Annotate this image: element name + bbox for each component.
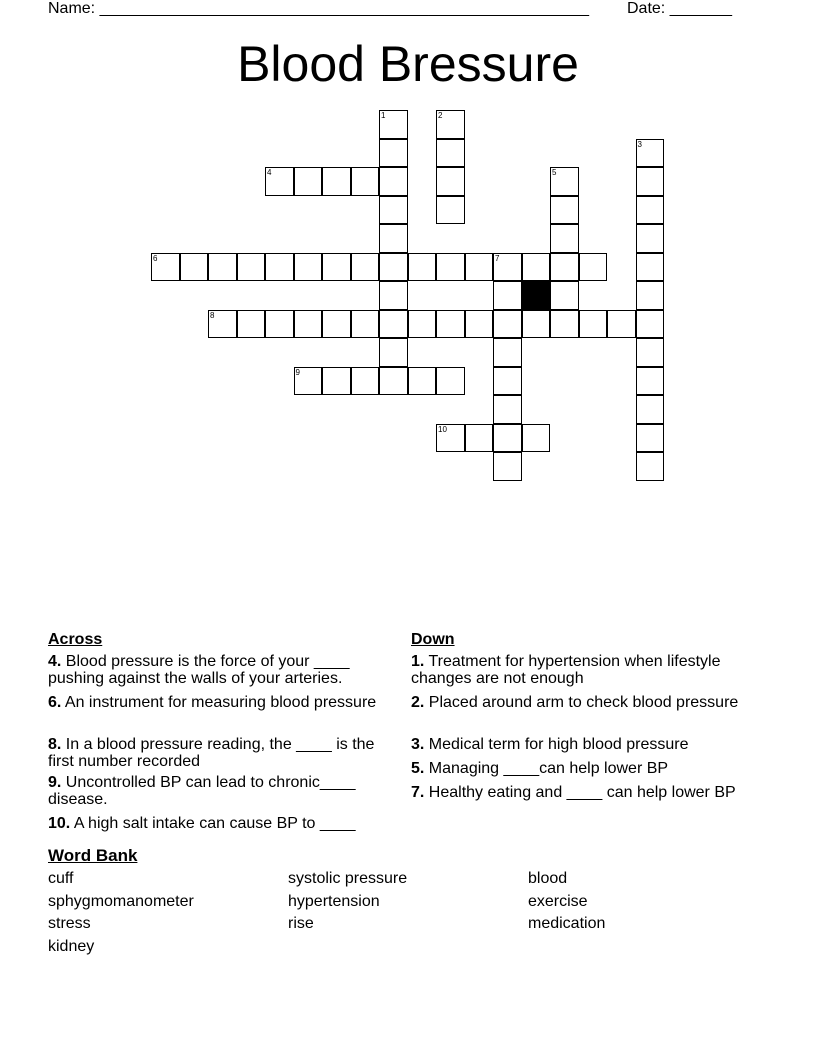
crossword-cell[interactable] [379,110,408,139]
cell-number: 9 [295,367,300,377]
crossword-cell[interactable] [379,224,408,253]
crossword-cell[interactable] [550,310,579,339]
crossword-cell[interactable] [636,196,665,225]
crossword-cell[interactable] [636,281,665,310]
word-bank-item: rise [288,915,314,932]
across-clue: 8. In a blood pressure reading, the ____ is the first number recorded [48,736,375,770]
crossword-cell[interactable] [379,310,408,339]
crossword-cell[interactable] [294,253,323,282]
crossword-cell[interactable] [550,196,579,225]
crossword-cell[interactable] [436,167,465,196]
down-clue: 5. Managing ____can help lower BP [411,760,669,777]
crossword-cell[interactable] [408,367,437,396]
crossword-cell[interactable] [636,395,665,424]
crossword-cell[interactable] [294,367,323,396]
word-bank-item: sphygmomanometer [48,893,194,910]
name-field: Name: _______________________________________________________ [48,0,589,17]
crossword-cell[interactable] [265,167,294,196]
across-heading: Across [48,631,103,648]
cell-number: 3 [637,139,642,149]
crossword-cell[interactable] [550,167,579,196]
word-bank-item: medication [528,915,606,932]
crossword-cell[interactable] [408,253,437,282]
cell-number: 8 [210,310,215,320]
down-clue: 1. Treatment for hypertension when lifestyle changes are not enough [411,653,721,687]
cell-number: 6 [153,253,158,263]
crossword-cell[interactable] [493,424,522,453]
cell-number: 7 [495,253,500,263]
cell-number: 4 [267,168,272,177]
crossword-cell[interactable] [636,310,665,339]
word-bank-item: systolic pressure [288,870,408,887]
crossword-cell[interactable] [550,281,579,310]
crossword-cell[interactable] [379,338,408,367]
crossword-cell[interactable] [436,196,465,225]
crossword-cell[interactable] [493,253,522,282]
crossword-cell[interactable] [322,367,351,396]
word-bank-item: cuff [48,870,74,887]
crossword-cell[interactable] [636,338,665,367]
crossword-cell[interactable] [522,310,551,339]
crossword-cell[interactable] [493,310,522,339]
across-clue: 6. An instrument for measuring blood pressure [48,694,377,711]
crossword-cell[interactable] [322,167,351,196]
page-title: Blood Bressure [237,36,579,92]
down-heading: Down [411,631,455,648]
crossword-cell[interactable] [636,253,665,282]
crossword-cell[interactable] [322,310,351,339]
crossword-cell[interactable] [465,424,494,453]
word-bank-item: exercise [528,893,588,910]
word-bank-heading: Word Bank [48,846,138,865]
down-clue: 2. Placed around arm to check blood pressure [411,694,739,711]
crossword-cell[interactable] [493,395,522,424]
crossword-cell[interactable] [636,367,665,396]
crossword-cell[interactable] [636,139,665,168]
crossword-cell[interactable] [636,167,665,196]
crossword-cell[interactable] [436,139,465,168]
cell-number: 5 [552,168,557,177]
crossword-cell[interactable] [436,424,465,453]
crossword-cell[interactable] [436,367,465,396]
crossword-cell[interactable] [379,167,408,196]
crossword-cell[interactable] [636,224,665,253]
crossword-cell[interactable] [436,310,465,339]
cell-number: 10 [438,424,447,434]
cell-number: 1 [381,111,386,120]
crossword-cell[interactable] [294,167,323,196]
crossword-cell[interactable] [550,224,579,253]
crossword-cell[interactable] [493,281,522,310]
down-clue: 3. Medical term for high blood pressure [411,736,689,753]
crossword-cell[interactable] [151,253,180,282]
crossword-cell[interactable] [493,452,522,481]
crossword-cell[interactable] [237,310,266,339]
word-bank-item: hypertension [288,893,380,910]
crossword-cell[interactable] [351,310,380,339]
crossword-cell[interactable] [436,253,465,282]
crossword-cell[interactable] [351,253,380,282]
crossword-cell[interactable] [379,281,408,310]
crossword-cell[interactable] [379,196,408,225]
down-clue: 7. Healthy eating and ____ can help lower BP [411,784,736,801]
date-field: Date: _______ [627,0,732,17]
crossword-cell[interactable] [550,253,579,282]
crossword-grid [0,0,816,520]
crossword-cell[interactable] [379,253,408,282]
crossword-cell[interactable] [265,310,294,339]
crossword-cell[interactable] [351,367,380,396]
crossword-cell[interactable] [522,253,551,282]
crossword-cell[interactable] [522,424,551,453]
crossword-cell[interactable] [180,253,209,282]
word-bank-item: blood [528,870,568,887]
crossword-cell[interactable] [579,253,608,282]
crossword-cell[interactable] [607,310,636,339]
black-square [522,281,551,310]
crossword-cell[interactable] [237,253,266,282]
cell-number: 2 [438,111,443,120]
crossword-cell[interactable] [408,310,437,339]
crossword-cell[interactable] [208,253,237,282]
across-clue: 4. Blood pressure is the force of your ____ pushing against the walls of your arteries. [48,653,350,687]
crossword-cell[interactable] [294,310,323,339]
crossword-cell[interactable] [579,310,608,339]
crossword-cell[interactable] [208,310,237,339]
crossword-cell[interactable] [265,253,294,282]
across-clue: 10. A high salt intake can cause BP to ____ [48,815,356,832]
crossword-cell[interactable] [436,110,465,139]
crossword-cell[interactable] [636,452,665,481]
crossword-cell[interactable] [636,424,665,453]
crossword-cell[interactable] [379,139,408,168]
crossword-cell[interactable] [322,253,351,282]
crossword-cell[interactable] [465,310,494,339]
crossword-cell[interactable] [351,167,380,196]
crossword-cell[interactable] [379,367,408,396]
word-bank-item: stress [48,915,91,932]
crossword-cell[interactable] [493,367,522,396]
across-clue: 9. Uncontrolled BP can lead to chronic____ disease. [48,774,356,808]
crossword-cell[interactable] [465,253,494,282]
crossword-cell[interactable] [493,338,522,367]
word-bank-item: kidney [48,938,95,955]
